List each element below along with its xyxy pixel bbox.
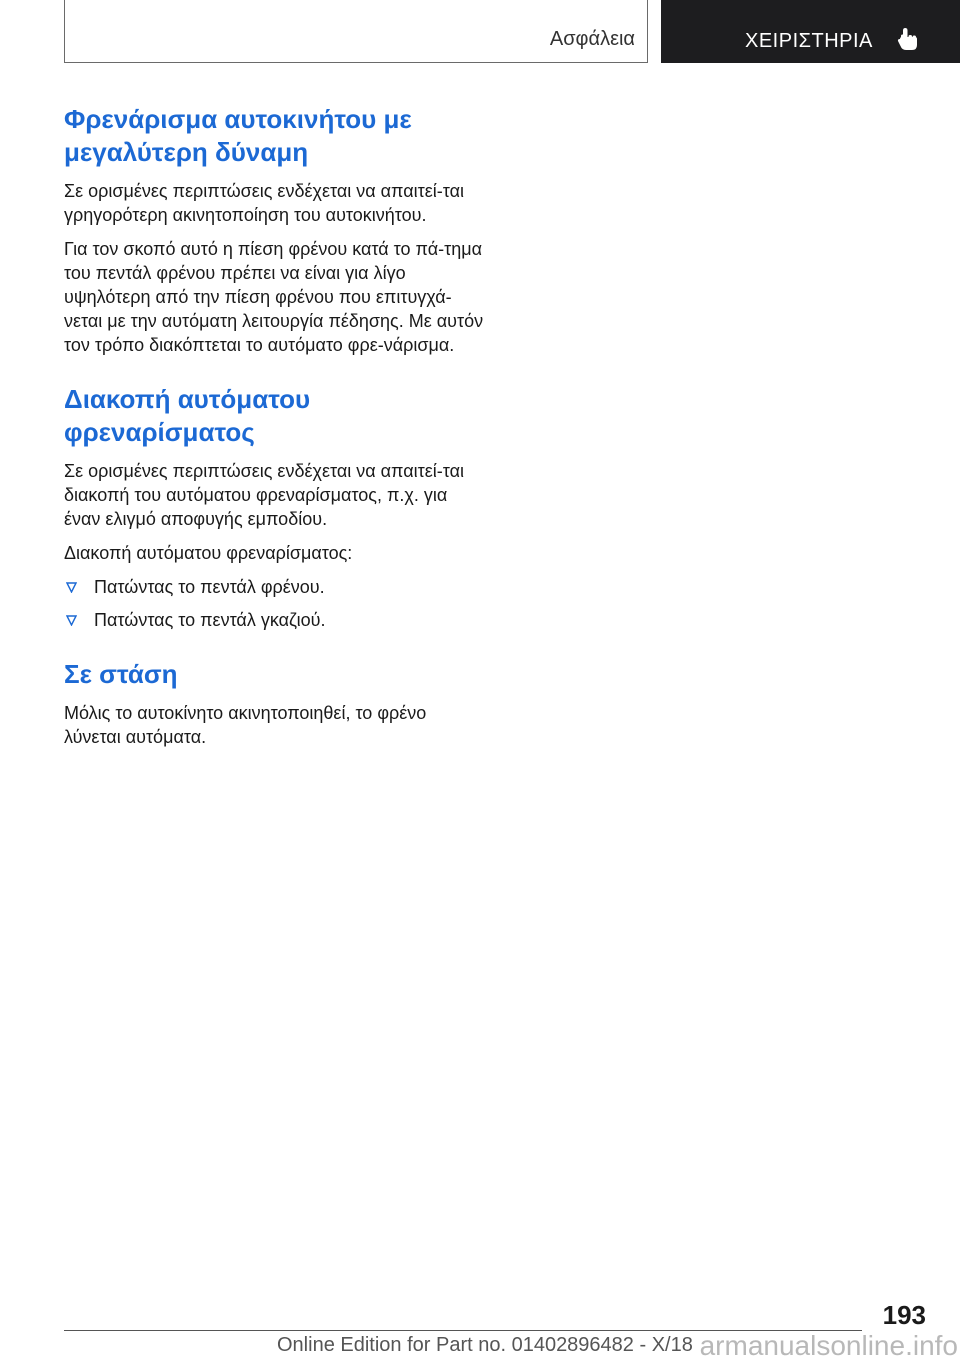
paragraph: Για τον σκοπό αυτό η πίεση φρένου κατά το πά-τημα του πεντάλ φρένου πρέπει να είναι για λίγο υψηλότερη από την πίεση φρένου που επιτυγχά-νεται με την αυτόματη λειτουργία πέδησης. Με αυτόν τον τρόπο διακόπτεται το αυτόματο φρε-νάρισμα. bbox=[64, 239, 484, 355]
page-number: 193 bbox=[882, 1300, 926, 1330]
paragraph: Σε ορισμένες περιπτώσεις ενδέχεται να απαιτεί-ται διακοπή του αυτόματου φρεναρίσματος, π.χ. για έναν ελιγμό αποφυγής εμποδίου. bbox=[64, 461, 464, 529]
section-title: Ασφάλεια bbox=[549, 28, 635, 50]
triangle-bullet-icon bbox=[66, 582, 77, 593]
section-interrupt-braking bbox=[64, 383, 484, 632]
main-content bbox=[64, 103, 484, 775]
chapter-title: ΧΕΙΡΙΣΤΗΡΙΑ bbox=[745, 30, 873, 52]
hand-pointer-icon bbox=[895, 26, 921, 52]
list-item-text: Πατώντας το πεντάλ φρένου. bbox=[94, 577, 325, 597]
list-item-text: Πατώντας το πεντάλ γκαζιού. bbox=[94, 610, 326, 630]
section-heading: Διακοπή αυτόματου φρεναρίσματος bbox=[64, 384, 311, 447]
header-section-tab bbox=[64, 0, 648, 63]
paragraph: Σε ορισμένες περιπτώσεις ενδέχεται να απαιτεί-ται γρηγορότερη ακινητοποίηση του αυτοκινήτου. bbox=[64, 181, 464, 225]
section-at-standstill bbox=[64, 658, 484, 749]
watermark: armanualsonline.info bbox=[699, 1330, 958, 1361]
section-heading: Φρενάρισμα αυτοκινήτου με μεγαλύτερη δύναμη bbox=[64, 104, 412, 167]
section-harder-braking bbox=[64, 103, 484, 357]
paragraph: Διακοπή αυτόματου φρεναρίσματος: bbox=[64, 543, 353, 563]
instruction-list bbox=[64, 575, 484, 632]
footer-edition: Online Edition for Part no. 01402896482 - X/18 bbox=[277, 1334, 693, 1356]
list-item bbox=[64, 575, 484, 599]
section-heading: Σε στάση bbox=[64, 659, 178, 689]
list-item bbox=[64, 608, 484, 632]
triangle-bullet-icon bbox=[66, 615, 77, 626]
paragraph: Μόλις το αυτοκίνητο ακινητοποιηθεί, το φρένο λύνεται αυτόματα. bbox=[64, 703, 427, 747]
header-chapter-tab bbox=[661, 0, 960, 63]
